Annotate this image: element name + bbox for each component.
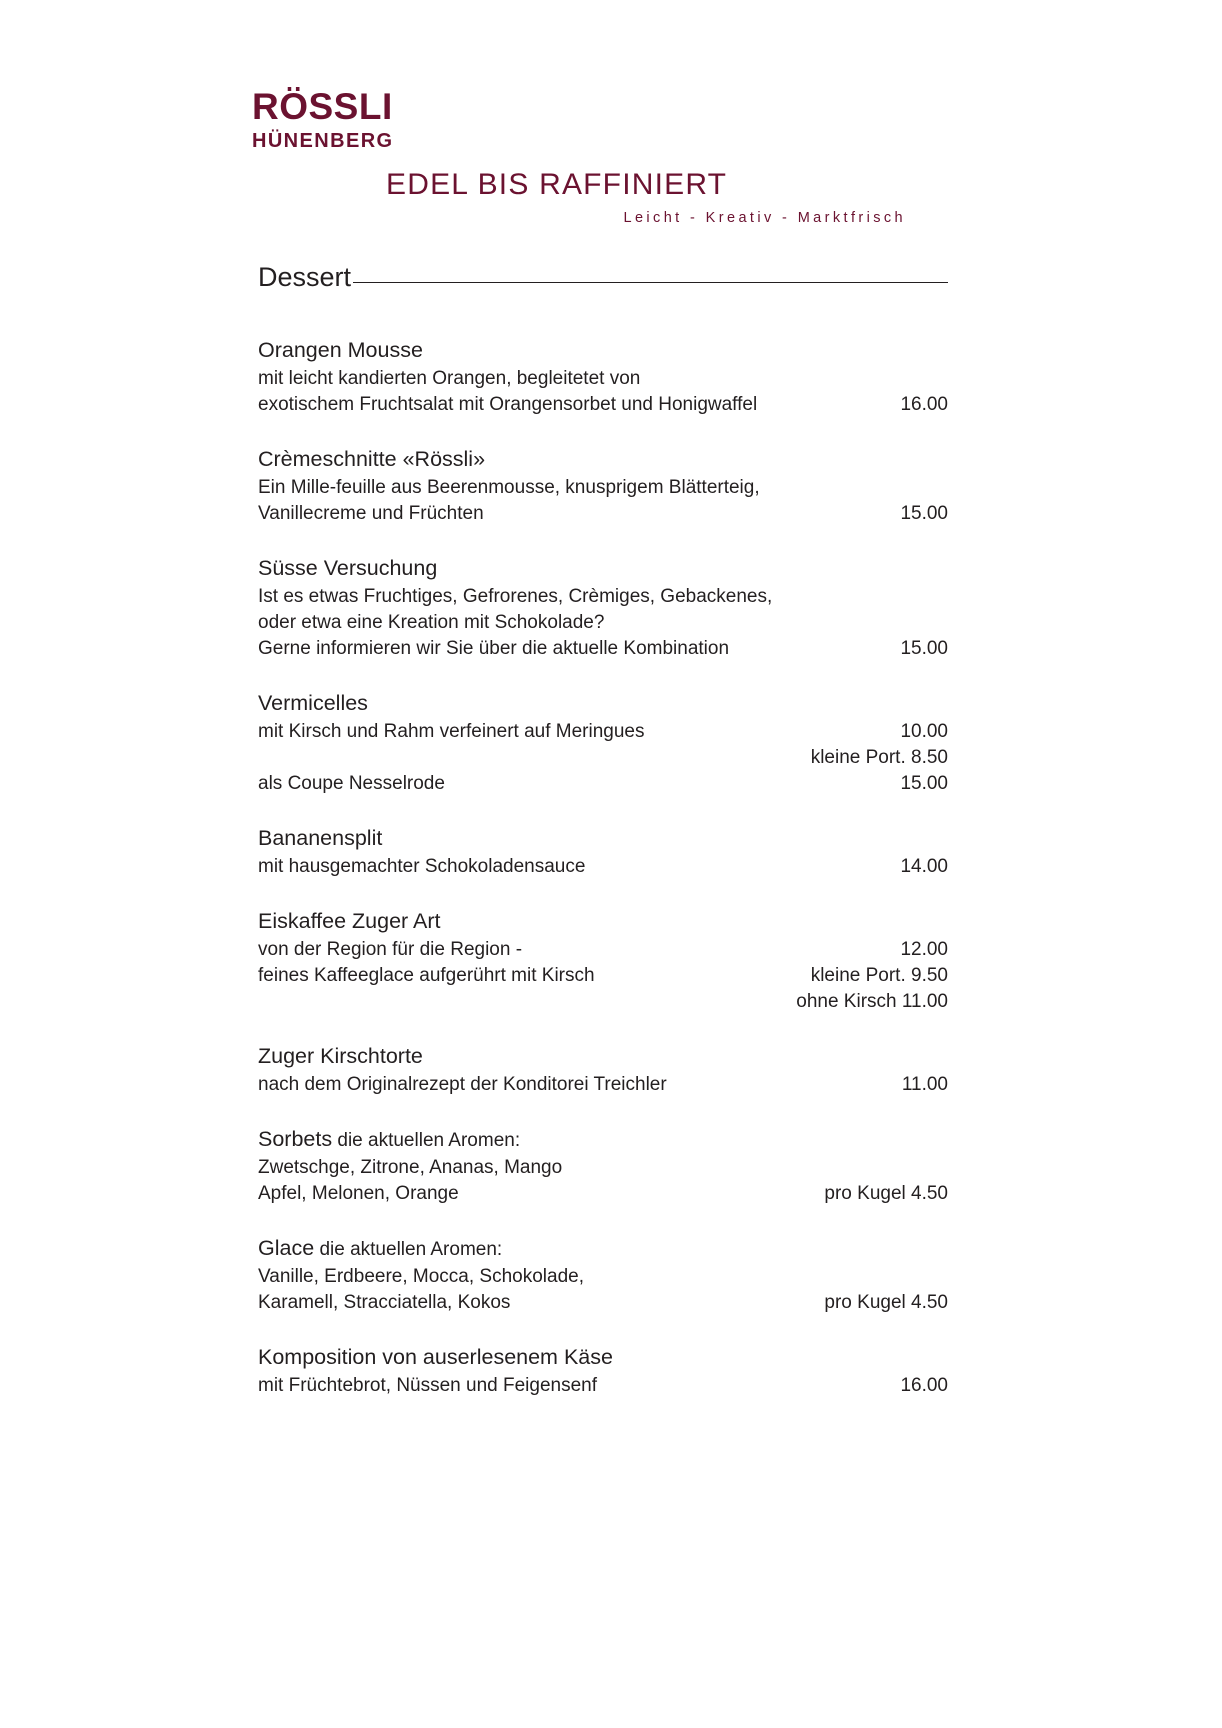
menu-item bbox=[258, 336, 948, 418]
menu-item-description: Ist es etwas Fruchtiges, Gefrorenes, Crèmiges, Gebackenes, bbox=[258, 586, 773, 608]
menu-item-line bbox=[258, 584, 948, 610]
page-title: Dessert bbox=[258, 262, 352, 292]
menu-item-line bbox=[258, 475, 948, 501]
menu-item-price: kleine Port. 9.50 bbox=[810, 965, 948, 987]
menu-item-price: 15.00 bbox=[900, 638, 948, 660]
menu-item bbox=[258, 824, 948, 880]
menu-item-description: exotischem Fruchtsalat mit Orangensorbet und Honigwaffel bbox=[258, 394, 758, 416]
menu-item-price: 11.00 bbox=[901, 1074, 948, 1096]
menu-item-name: Süsse Versuchung bbox=[258, 556, 438, 581]
menu-item-line bbox=[258, 963, 948, 989]
menu-item-description: Ein Mille-feuille aus Beerenmousse, knusprigem Blätterteig, bbox=[258, 477, 760, 499]
menu-item-line bbox=[258, 501, 948, 527]
menu-item-description: feines Kaffeeglace aufgerührt mit Kirsch bbox=[258, 965, 595, 987]
menu-item-name: Sorbets bbox=[258, 1127, 333, 1152]
section-divider bbox=[353, 282, 948, 283]
menu-item-title bbox=[258, 554, 948, 582]
menu-item-line bbox=[258, 937, 948, 963]
menu-item-price: 15.00 bbox=[900, 772, 948, 794]
menu-item-title bbox=[258, 1042, 948, 1070]
slogan-main: EDEL BIS RAFFINIERT bbox=[386, 168, 728, 201]
menu-item-title bbox=[258, 1234, 948, 1262]
menu-item bbox=[258, 1343, 948, 1399]
menu-item-price: 12.00 bbox=[900, 939, 948, 961]
menu-item-line bbox=[258, 1290, 948, 1316]
menu-item-title bbox=[258, 336, 948, 364]
menu-item-line bbox=[258, 771, 948, 797]
menu-item-description: nach dem Originalrezept der Konditorei Treichler bbox=[258, 1074, 667, 1096]
menu-item-description: als Coupe Nesselrode bbox=[258, 772, 445, 794]
menu-item-line bbox=[258, 719, 948, 745]
menu-item bbox=[258, 445, 948, 527]
menu-item bbox=[258, 689, 948, 797]
menu-item-title bbox=[258, 445, 948, 473]
section-header bbox=[258, 262, 948, 293]
menu-item-line bbox=[258, 636, 948, 662]
menu-item-line bbox=[258, 854, 948, 880]
slogan-sub: Leicht - Kreativ - Marktfrisch bbox=[623, 210, 906, 226]
menu-item-price: 14.00 bbox=[900, 856, 948, 878]
menu-item-description: Karamell, Stracciatella, Kokos bbox=[258, 1292, 511, 1314]
menu-item-name: Zuger Kirschtorte bbox=[258, 1043, 423, 1068]
menu-item-line bbox=[258, 989, 948, 1015]
menu-item-name: Vermicelles bbox=[258, 690, 368, 715]
menu-item bbox=[258, 907, 948, 1015]
menu-item-name: Bananensplit bbox=[258, 825, 383, 850]
menu-item-description: mit leicht kandierten Orangen, begleitetet von bbox=[258, 368, 641, 390]
logo-location: HÜNENBERG bbox=[252, 130, 394, 152]
menu-item-line bbox=[258, 1373, 948, 1399]
menu-item bbox=[258, 1042, 948, 1098]
menu-item-description: mit Kirsch und Rahm verfeinert auf Meringues bbox=[258, 721, 645, 743]
menu-item bbox=[258, 1125, 948, 1207]
menu-item-line bbox=[258, 745, 948, 771]
menu-item-name: Orangen Mousse bbox=[258, 338, 423, 362]
menu-item-name: Crèmeschnitte «Rössli» bbox=[258, 447, 486, 472]
menu-item-line bbox=[258, 1264, 948, 1290]
menu-item-price: pro Kugel 4.50 bbox=[824, 1183, 948, 1205]
menu-item-description: oder etwa eine Kreation mit Schokolade? bbox=[258, 612, 605, 634]
menu-item bbox=[258, 554, 948, 662]
menu-item-title-suffix: die aktuellen Aromen: bbox=[332, 1130, 521, 1152]
menu-item-price: ohne Kirsch 11.00 bbox=[796, 991, 948, 1013]
menu-item-description: Gerne informieren wir Sie über die aktuelle Kombination bbox=[258, 638, 730, 660]
menu-item-title bbox=[258, 1125, 948, 1153]
menu-item-price: 15.00 bbox=[900, 503, 948, 525]
menu-item-description: Apfel, Melonen, Orange bbox=[258, 1183, 459, 1205]
menu-item-description: Vanillecreme und Früchten bbox=[258, 503, 484, 525]
menu-item-line bbox=[258, 610, 948, 636]
menu-item-line bbox=[258, 1181, 948, 1207]
menu-item-description: Zwetschge, Zitrone, Ananas, Mango bbox=[258, 1157, 563, 1179]
menu-item-title bbox=[258, 1343, 948, 1371]
menu-item-description: von der Region für die Region - bbox=[258, 939, 523, 961]
menu-item-price: 16.00 bbox=[900, 394, 948, 416]
slogan bbox=[386, 170, 986, 226]
menu-item-name: Glace bbox=[258, 1236, 315, 1261]
menu-item-price: 16.00 bbox=[900, 1375, 948, 1397]
menu-item-description: Vanille, Erdbeere, Mocca, Schokolade, bbox=[258, 1266, 584, 1288]
menu-item-name: Eiskaffee Zuger Art bbox=[258, 908, 441, 933]
menu-item-line bbox=[258, 392, 948, 418]
menu-items-list bbox=[258, 336, 948, 1426]
menu-item-description: mit Früchtebrot, Nüssen und Feigensenf bbox=[258, 1375, 598, 1397]
menu-item-title-suffix: die aktuellen Aromen: bbox=[314, 1239, 503, 1261]
menu-item-line bbox=[258, 1155, 948, 1181]
logo-name: RÖSSLI bbox=[252, 86, 393, 127]
menu-item-line bbox=[258, 366, 948, 392]
menu-item-line bbox=[258, 1072, 948, 1098]
menu-item-price: kleine Port. 8.50 bbox=[810, 747, 948, 769]
menu-item-title bbox=[258, 907, 948, 935]
menu-item-title bbox=[258, 824, 948, 852]
menu-item-name: Komposition von auserlesenem Käse bbox=[258, 1345, 613, 1370]
menu-item-description: mit hausgemachter Schokoladensauce bbox=[258, 856, 586, 878]
menu-item-price: pro Kugel 4.50 bbox=[824, 1292, 948, 1314]
restaurant-logo bbox=[252, 88, 394, 151]
menu-item bbox=[258, 1234, 948, 1316]
menu-item-title bbox=[258, 689, 948, 717]
menu-item-price: 10.00 bbox=[900, 721, 948, 743]
